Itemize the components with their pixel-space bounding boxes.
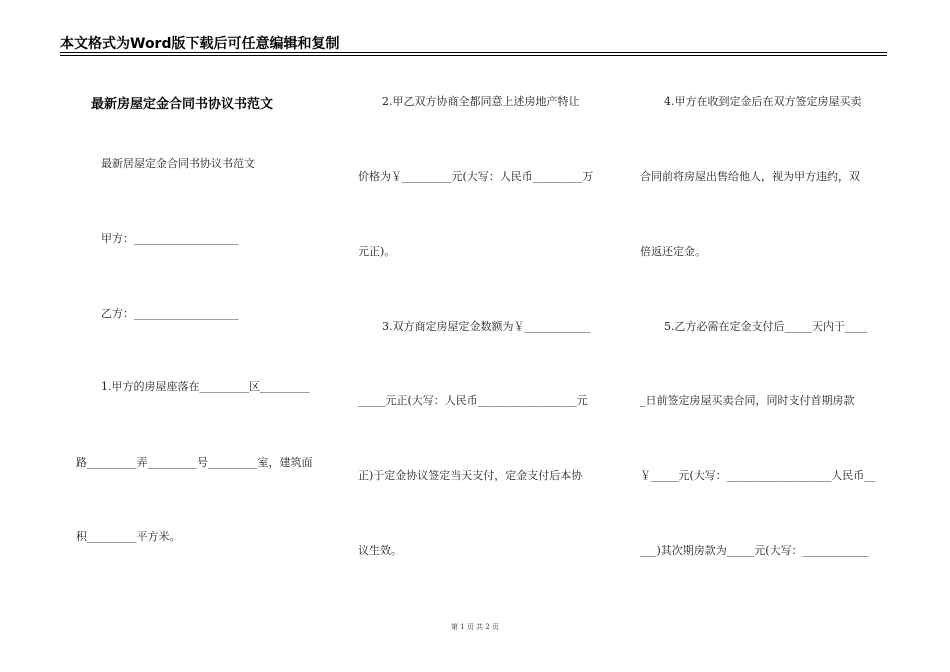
clause-3-line-2: _____元正(大写：人民币__________________元 — [358, 394, 588, 407]
header-rule-secondary — [60, 55, 887, 56]
clause-2-line-2: 价格为￥_________元(大写：人民币_________万 — [358, 170, 594, 183]
document-subtitle: 最新居屋定金合同书协议书范文 — [101, 157, 255, 170]
clause-2-line-3: 元正)。 — [358, 245, 396, 258]
clause-1-line-1: 1.甲方的房屋座落在_________区_________ — [101, 380, 310, 393]
clause-4-line-3: 倍返还定金。 — [640, 245, 706, 258]
header-rule — [60, 52, 887, 53]
clause-5-line-1: 5.乙方必需在定金支付后_____天内于____ — [664, 320, 867, 333]
clause-4-line-2: 合同前将房屋出售给他人，视为甲方违约，双 — [640, 170, 860, 183]
clause-1-line-2: 路_________弄_________号_________室，建筑面 — [76, 456, 313, 469]
clause-3-line-4: 议生效。 — [358, 544, 402, 557]
clause-2-line-1: 2.甲乙双方协商全都同意上述房地产特让 — [382, 95, 580, 108]
clause-4-line-1: 4.甲方在收到定金后在双方签定房屋买卖 — [664, 95, 862, 108]
clause-3-line-3: 正)于定金协议签定当天支付，定金支付后本协 — [358, 469, 583, 482]
clause-5-line-3: ￥_____元(大写：___________________人民币__ — [640, 469, 876, 482]
clause-3-line-1: 3.双方商定房屋定金数额为￥____________ — [382, 320, 591, 333]
page-number: 第 1 页 共 2 页 — [450, 623, 500, 631]
document-header: 本文格式为Word版下载后可任意编辑和复制 — [60, 36, 340, 52]
clause-1-line-3: 积_________平方米。 — [76, 530, 181, 543]
party-b-field: 乙方：___________________ — [101, 307, 239, 320]
clause-5-line-4: ___)其次期房款为_____元(大写：____________ — [640, 544, 869, 557]
document-title: 最新房屋定金合同书协议书范文 — [91, 97, 274, 112]
clause-5-line-2: _日前签定房屋买卖合同，同时支付首期房款 — [640, 394, 855, 407]
party-a-field: 甲方：___________________ — [101, 232, 239, 245]
